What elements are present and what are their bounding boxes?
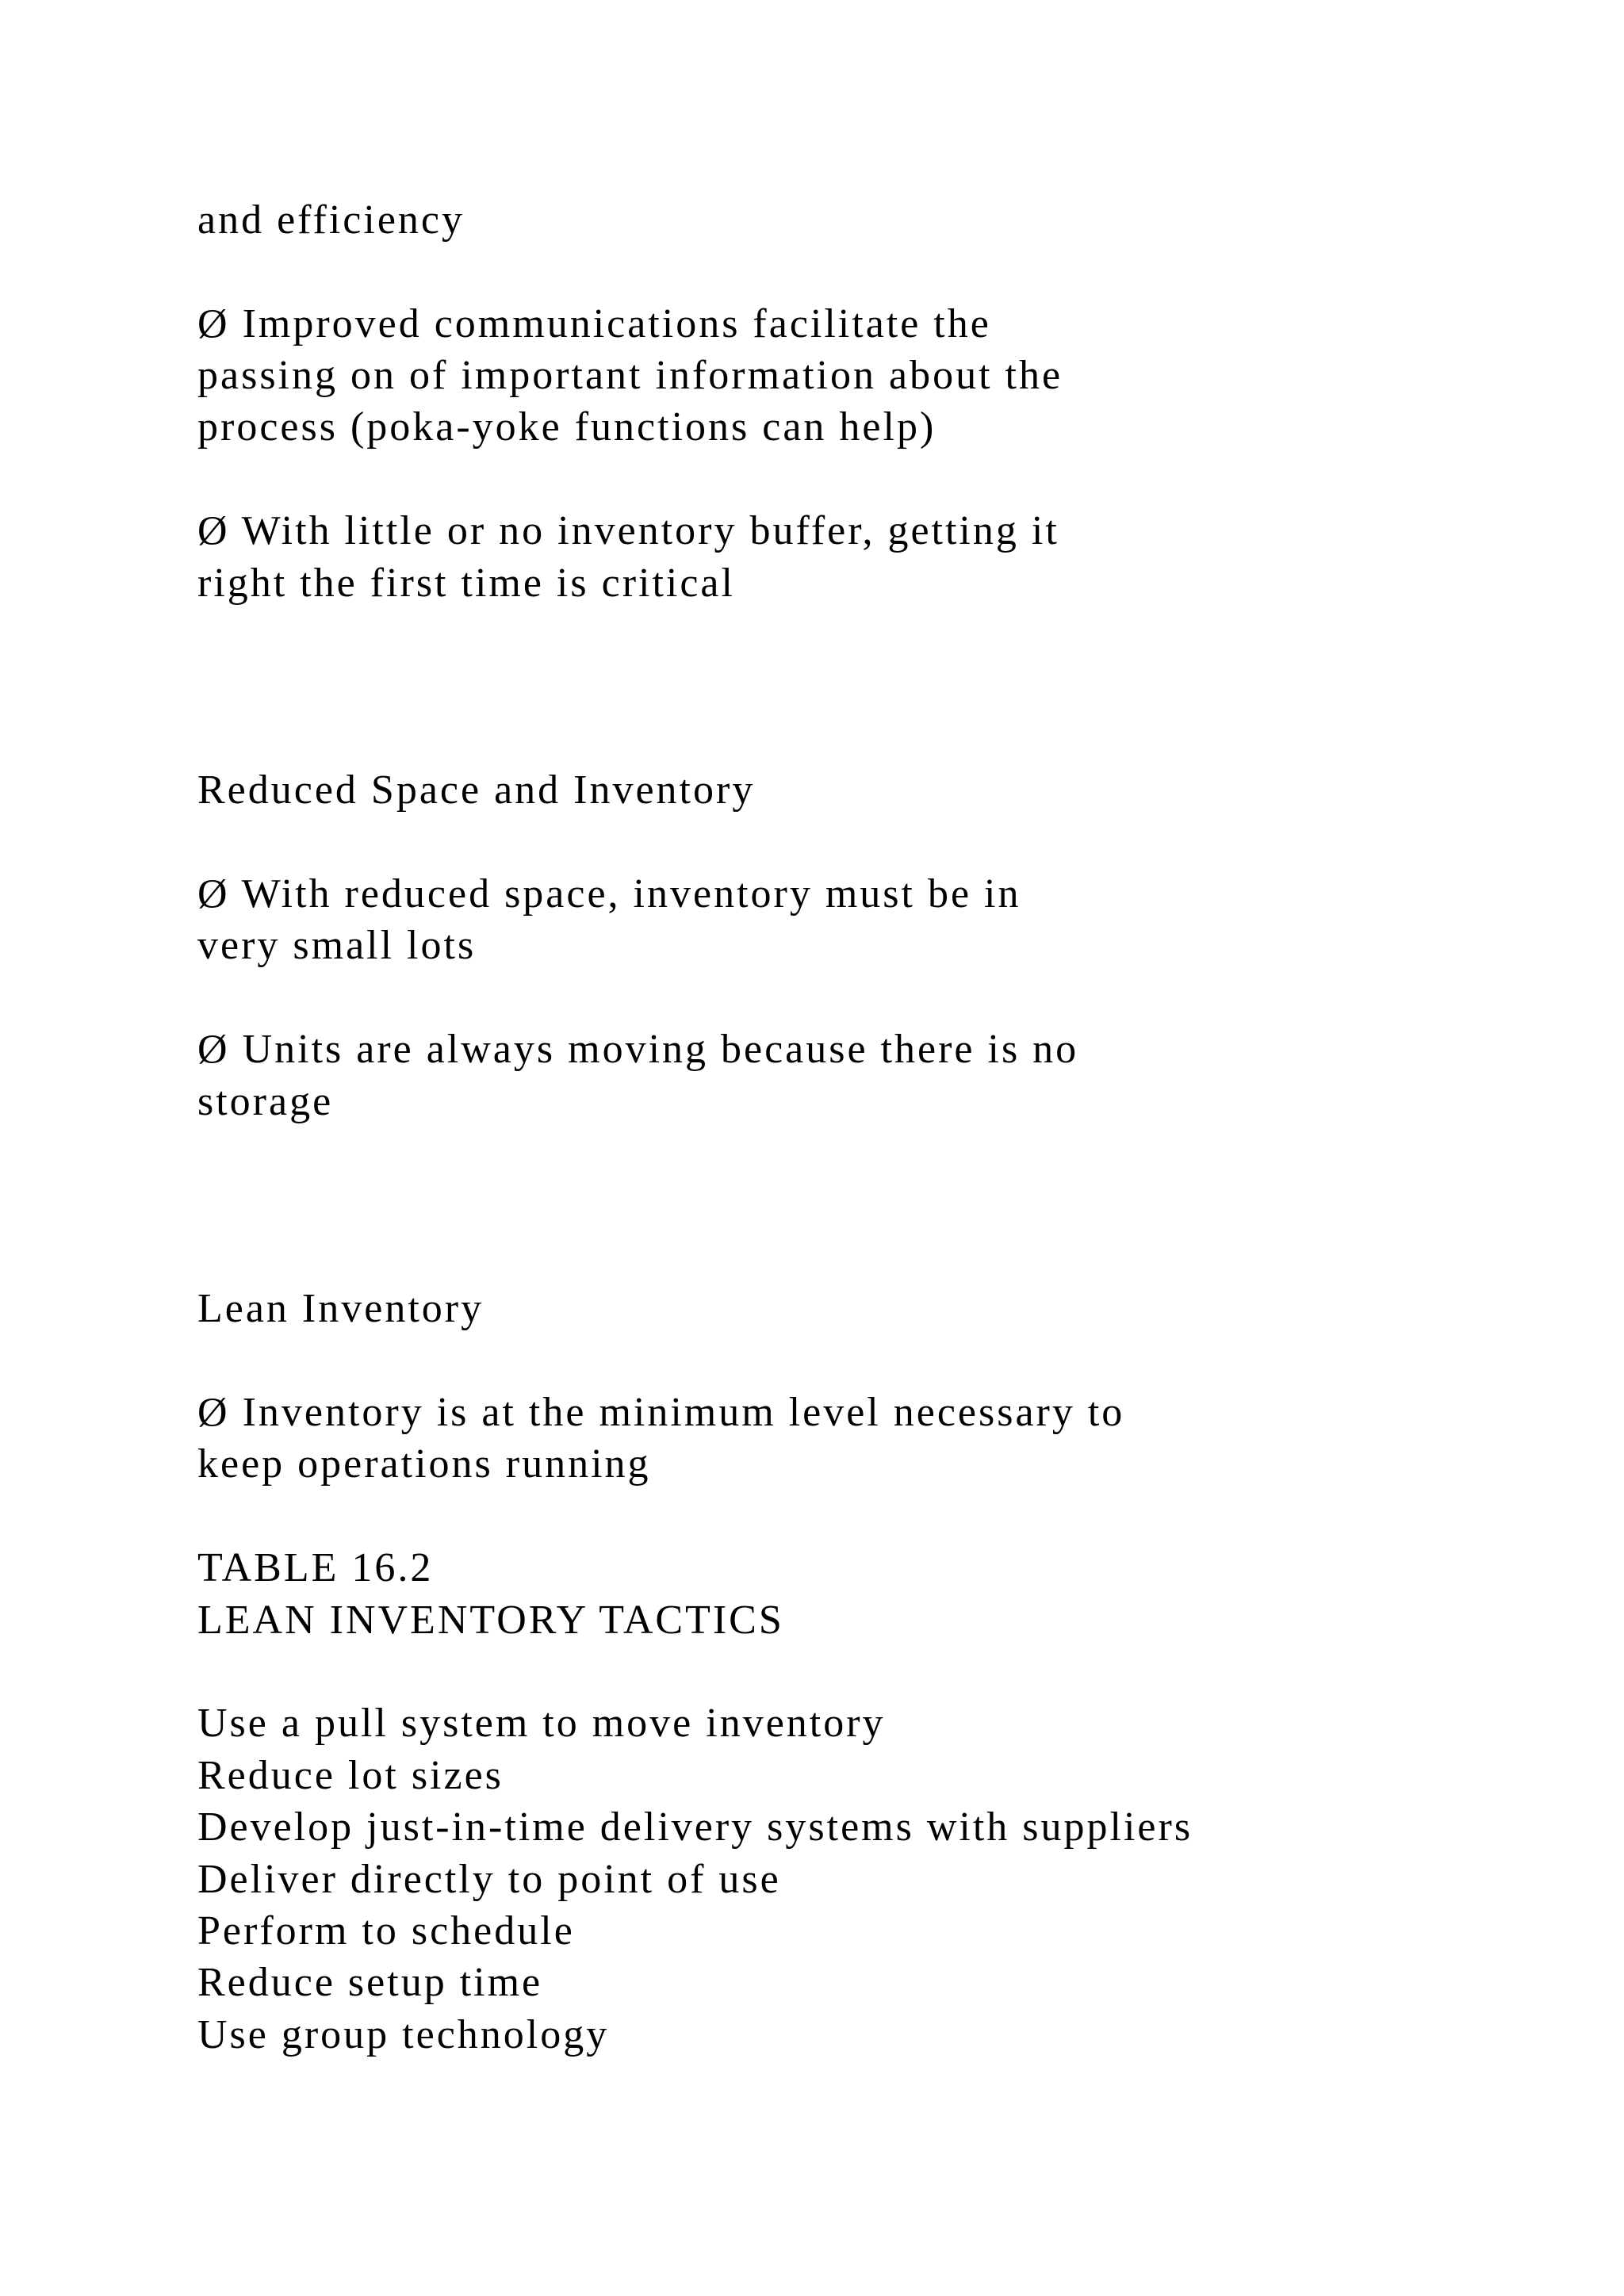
bullet-line: [197, 1387, 1124, 1438]
list-item: Perform to schedule: [197, 1908, 575, 1954]
bullet-line: passing on of important information about the: [197, 353, 1063, 398]
bullet-line: right the first time is critical: [197, 560, 735, 606]
bullet-line: [197, 298, 991, 350]
list-item: Deliver directly to point of use: [197, 1856, 781, 1902]
bullet-marker-icon: Ø: [197, 1027, 230, 1073]
bullet-text: Units are always moving because there is no: [229, 1027, 1079, 1073]
table-number: TABLE 16.2: [197, 1545, 434, 1591]
bullet-text: With little or no inventory buffer, getting it: [229, 508, 1059, 554]
bullet-line: [197, 505, 1059, 557]
bullet-line: keep operations running: [197, 1441, 651, 1487]
bullet-line: process (poka-yoke functions can help): [197, 404, 936, 450]
bullet-text: With reduced space, inventory must be in: [229, 871, 1021, 916]
list-item: Reduce setup time: [197, 1960, 543, 2006]
list-item: Use a pull system to move inventory: [197, 1701, 886, 1747]
list-item: Use group technology: [197, 2011, 610, 2057]
table-title: LEAN INVENTORY TACTICS: [197, 1597, 784, 1643]
list-item: Reduce lot sizes: [197, 1752, 504, 1798]
bullet-line: storage: [197, 1078, 334, 1124]
section-heading: Lean Inventory: [197, 1286, 485, 1332]
bullet-text: Inventory is at the minimum level necessary to: [229, 1390, 1125, 1435]
bullet-line: [197, 868, 1021, 920]
bullet-text: Improved communications facilitate the: [229, 300, 991, 346]
bullet-line: [197, 1024, 1078, 1075]
continuation-text: and efficiency: [197, 197, 465, 243]
list-item: Develop just-in-time delivery systems with suppliers: [197, 1804, 1193, 1850]
bullet-marker-icon: Ø: [197, 1390, 230, 1435]
bullet-marker-icon: Ø: [197, 871, 230, 916]
section-heading: Reduced Space and Inventory: [197, 767, 756, 813]
bullet-marker-icon: Ø: [197, 508, 230, 554]
bullet-marker-icon: Ø: [197, 300, 230, 346]
bullet-line: very small lots: [197, 923, 477, 969]
